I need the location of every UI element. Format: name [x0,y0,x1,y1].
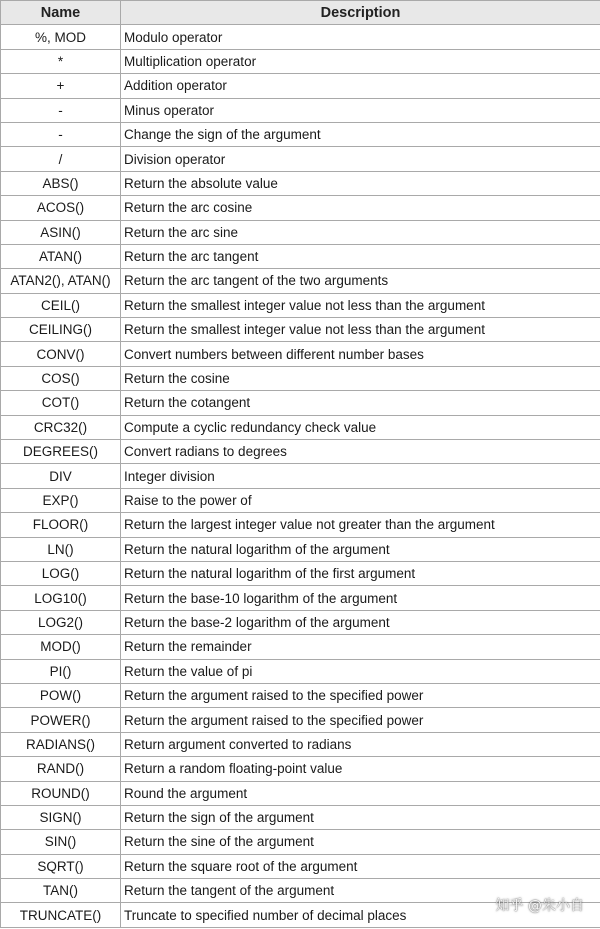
function-description-cell: Return the arc tangent of the two arguments [121,269,600,293]
table-row [1,610,600,634]
table-row [1,708,600,732]
watermark: 知乎 @朱小自 [495,898,584,914]
table-row [1,440,600,464]
table-row [1,757,600,781]
function-description-cell: Round the argument [121,781,600,805]
function-name-cell: SQRT() [1,854,121,878]
function-name-cell: EXP() [1,488,121,512]
table-row [1,561,600,585]
table-row [1,74,600,98]
function-name-cell: POWER() [1,708,121,732]
table-row [1,49,600,73]
function-name-cell: DEGREES() [1,440,121,464]
function-name-cell: - [1,122,121,146]
function-name-cell: ROUND() [1,781,121,805]
function-description-cell: Return the tangent of the argument [121,879,600,903]
table-body [1,25,600,927]
function-name-cell: CRC32() [1,415,121,439]
table-row [1,464,600,488]
function-name-cell: LOG() [1,561,121,585]
function-description-cell: Convert numbers between different number bases [121,342,600,366]
function-name-cell: LOG2() [1,610,121,634]
table-row [1,830,600,854]
function-name-cell: TAN() [1,879,121,903]
function-description-cell: Compute a cyclic redundancy check value [121,415,600,439]
table-row [1,391,600,415]
function-description-cell: Return a random floating-point value [121,757,600,781]
table-row [1,269,600,293]
table-row [1,586,600,610]
function-description-cell: Return the cosine [121,366,600,390]
function-name-cell: CONV() [1,342,121,366]
table-row [1,415,600,439]
table-row [1,781,600,805]
table-row [1,488,600,512]
function-name-cell: + [1,74,121,98]
function-description-cell: Return the square root of the argument [121,854,600,878]
function-name-cell: SIGN() [1,805,121,829]
function-name-cell: COS() [1,366,121,390]
function-description-cell: Integer division [121,464,600,488]
table-row [1,244,600,268]
function-description-cell: Return the natural logarithm of the first argument [121,561,600,585]
function-description-cell: Return the sign of the argument [121,805,600,829]
table-row [1,293,600,317]
table-row [1,805,600,829]
function-name-cell: RAND() [1,757,121,781]
function-name-cell: MOD() [1,635,121,659]
table-row [1,683,600,707]
table-row [1,220,600,244]
function-description-cell: Return the arc cosine [121,196,600,220]
function-name-cell: - [1,98,121,122]
table-row [1,732,600,756]
function-name-cell: ASIN() [1,220,121,244]
function-description-cell: Return the value of pi [121,659,600,683]
function-name-cell: PI() [1,659,121,683]
function-description-cell: Return the arc sine [121,220,600,244]
function-description-cell: Return the remainder [121,635,600,659]
table-row [1,25,600,49]
function-description-cell: Return the base-10 logarithm of the argument [121,586,600,610]
table-row [1,366,600,390]
function-name-cell: RADIANS() [1,732,121,756]
function-name-cell: LOG10() [1,586,121,610]
function-name-cell: ACOS() [1,196,121,220]
function-name-cell: TRUNCATE() [1,903,121,927]
table-row [1,854,600,878]
function-name-cell: CEILING() [1,318,121,342]
function-description-cell: Return the arc tangent [121,244,600,268]
function-description-cell: Return the largest integer value not greater than the argument [121,513,600,537]
function-description-cell: Convert radians to degrees [121,440,600,464]
function-name-cell: POW() [1,683,121,707]
function-description-cell: Return the argument raised to the specified power [121,708,600,732]
function-name-cell: COT() [1,391,121,415]
table-row [1,196,600,220]
function-name-cell: ATAN() [1,244,121,268]
function-description-cell: Multiplication operator [121,49,600,73]
function-description-cell: Truncate to specified number of decimal places [121,903,600,927]
table-row [1,635,600,659]
function-description-cell: Return the base-2 logarithm of the argument [121,610,600,634]
function-name-cell: ATAN2(), ATAN() [1,269,121,293]
table-row [1,659,600,683]
function-name-cell: %, MOD [1,25,121,49]
function-description-cell: Return the sine of the argument [121,830,600,854]
function-description-cell: Return argument converted to radians [121,732,600,756]
function-description-cell: Return the absolute value [121,171,600,195]
function-description-cell: Raise to the power of [121,488,600,512]
name-column-header: Name [1,1,121,25]
function-description-cell: Minus operator [121,98,600,122]
description-column-header: Description [121,1,600,25]
function-name-cell: LN() [1,537,121,561]
table-row [1,98,600,122]
table-row [1,342,600,366]
table-row [1,147,600,171]
function-name-cell: * [1,49,121,73]
table-row [1,318,600,342]
function-description-cell: Division operator [121,147,600,171]
table-header-row [1,1,600,25]
table-row [1,122,600,146]
function-description-cell: Return the natural logarithm of the argument [121,537,600,561]
function-name-cell: ABS() [1,171,121,195]
function-description-cell: Modulo operator [121,25,600,49]
table-row [1,171,600,195]
function-name-cell: CEIL() [1,293,121,317]
function-description-cell: Change the sign of the argument [121,122,600,146]
function-description-cell: Return the smallest integer value not less than the argument [121,318,600,342]
table-row [1,537,600,561]
function-name-cell: SIN() [1,830,121,854]
function-name-cell: DIV [1,464,121,488]
function-description-cell: Return the smallest integer value not less than the argument [121,293,600,317]
function-description-cell: Return the cotangent [121,391,600,415]
function-description-cell: Return the argument raised to the specified power [121,683,600,707]
table-row [1,513,600,537]
function-description-cell: Addition operator [121,74,600,98]
function-name-cell: FLOOR() [1,513,121,537]
function-name-cell: / [1,147,121,171]
